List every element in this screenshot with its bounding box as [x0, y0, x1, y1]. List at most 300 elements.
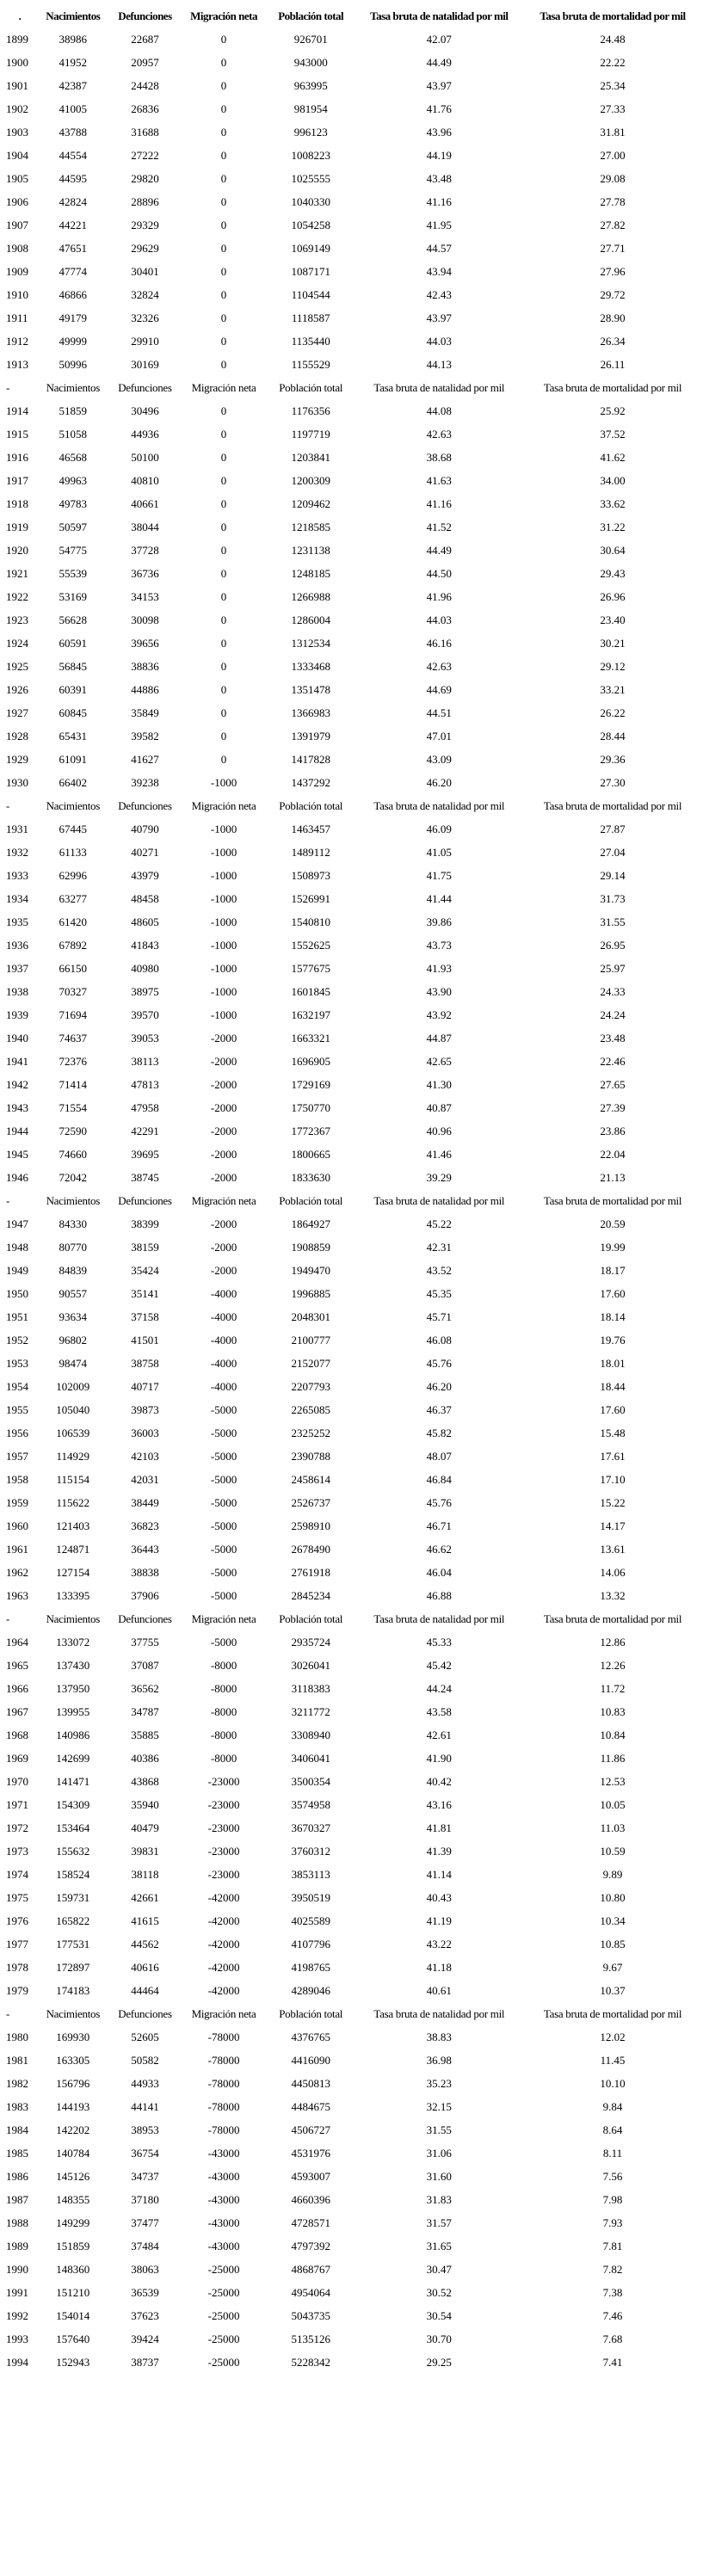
cell-net-migration: 0	[220, 450, 227, 464]
cell-net-migration: -8000	[210, 1751, 237, 1765]
cell-total-population: 3406041	[291, 1751, 330, 1765]
cell-deaths: 26836	[131, 102, 159, 115]
cell-birth-rate: 46.16	[426, 636, 452, 650]
cell-year: 1991	[6, 2285, 28, 2299]
cell-net-migration: -43000	[207, 2215, 240, 2229]
cell-total-population: 1540810	[291, 915, 330, 928]
cell-death-rate: 27.82	[600, 218, 626, 231]
header-cell-death-rate: Tasa bruta de mortalidad por mil	[543, 380, 682, 394]
table-row	[3, 1980, 701, 2001]
cell-total-population: 5228342	[291, 2355, 330, 2369]
cell-birth-rate: 30.54	[426, 2308, 452, 2322]
cell-total-population: 2458614	[291, 1472, 330, 1486]
table-row	[3, 2212, 701, 2234]
cell-births: 115154	[56, 1472, 90, 1486]
cell-births: 165822	[56, 1914, 90, 1927]
cell-year: 1979	[6, 1983, 28, 1997]
cell-year: 1920	[6, 543, 28, 557]
cell-year: 1925	[6, 659, 28, 673]
cell-birth-rate: 43.22	[426, 1937, 452, 1950]
cell-birth-rate: 47.01	[426, 729, 452, 743]
cell-births: 66402	[59, 775, 88, 789]
cell-birth-rate: 41.39	[426, 1844, 452, 1858]
cell-year: 1902	[6, 102, 28, 115]
cell-births: 154309	[56, 1797, 90, 1811]
cell-total-population: 1996885	[291, 1286, 330, 1300]
demographic-table	[2, 3, 703, 2375]
cell-deaths: 40616	[131, 1960, 159, 1974]
cell-year: 1937	[6, 961, 28, 975]
cell-net-migration: -42000	[207, 1983, 240, 1997]
cell-births: 90557	[59, 1286, 88, 1300]
cell-death-rate: 34.00	[600, 473, 626, 487]
header-cell-deaths: Defunciones	[118, 380, 172, 394]
cell-birth-rate: 31.65	[426, 2239, 452, 2252]
cell-deaths: 38838	[131, 1565, 159, 1579]
cell-year: 1928	[6, 729, 28, 743]
cell-death-rate: 33.21	[600, 682, 626, 696]
cell-net-migration: 0	[220, 520, 227, 533]
cell-net-migration: 0	[220, 589, 227, 603]
cell-year: 1945	[6, 1147, 28, 1161]
cell-net-migration: -4000	[210, 1310, 237, 1323]
cell-year: 1936	[6, 938, 28, 952]
cell-birth-rate: 45.71	[426, 1310, 452, 1323]
table-row	[3, 2282, 701, 2303]
cell-deaths: 52605	[131, 2030, 159, 2043]
cell-death-rate: 41.62	[600, 450, 626, 464]
cell-year: 1901	[6, 78, 28, 92]
cell-year: 1911	[6, 311, 28, 324]
cell-deaths: 41501	[131, 1333, 159, 1347]
cell-net-migration: 0	[220, 752, 227, 766]
cell-birth-rate: 41.14	[426, 1867, 452, 1881]
cell-total-population: 3308940	[291, 1728, 330, 1741]
cell-death-rate: 13.32	[600, 1588, 626, 1602]
cell-birth-rate: 44.03	[426, 613, 452, 626]
cell-deaths: 29820	[131, 171, 159, 185]
cell-total-population: 996123	[293, 125, 328, 139]
cell-deaths: 20957	[131, 55, 159, 69]
cell-year: 1899	[6, 32, 28, 46]
table-row	[3, 1840, 701, 1862]
cell-birth-rate: 43.97	[426, 78, 452, 92]
cell-birth-rate: 40.42	[426, 1774, 452, 1788]
cell-total-population: 4289046	[291, 1983, 330, 1997]
cell-year: 1917	[6, 473, 28, 487]
cell-births: 61420	[59, 915, 88, 928]
cell-birth-rate: 29.25	[426, 2355, 452, 2369]
cell-deaths: 42031	[131, 1472, 159, 1486]
table-row	[3, 52, 701, 73]
table-row	[3, 1074, 701, 1095]
table-body	[3, 28, 701, 2373]
cell-births: 174183	[56, 1983, 90, 1997]
cell-net-migration: 0	[220, 171, 227, 185]
cell-birth-rate: 41.44	[426, 891, 452, 905]
cell-death-rate: 26.95	[600, 938, 626, 952]
cell-total-population: 1312534	[291, 636, 330, 650]
cell-net-migration: -5000	[210, 1588, 237, 1602]
cell-net-migration: -5000	[210, 1472, 237, 1486]
cell-death-rate: 30.64	[600, 543, 626, 557]
cell-death-rate: 28.90	[600, 311, 626, 324]
table-row	[3, 284, 701, 305]
cell-total-population: 4728571	[291, 2215, 330, 2229]
cell-birth-rate: 46.62	[426, 1542, 452, 1556]
cell-total-population: 1391979	[291, 729, 330, 743]
cell-births: 67892	[59, 938, 88, 952]
cell-total-population: 1135440	[291, 334, 330, 348]
cell-death-rate: 10.85	[600, 1937, 626, 1950]
cell-net-migration: 0	[220, 125, 227, 139]
cell-net-migration: -2000	[210, 1124, 237, 1137]
cell-deaths: 27222	[131, 148, 159, 162]
cell-birth-rate: 41.90	[426, 1751, 452, 1765]
cell-births: 144193	[56, 2099, 90, 2113]
cell-total-population: 1729169	[291, 1077, 330, 1091]
cell-death-rate: 7.82	[602, 2262, 623, 2276]
cell-total-population: 3500354	[291, 1774, 330, 1788]
cell-death-rate: 29.43	[600, 566, 626, 580]
table-row	[3, 1631, 701, 1653]
cell-deaths: 37484	[131, 2239, 159, 2252]
cell-birth-rate: 41.76	[426, 102, 452, 115]
cell-death-rate: 17.61	[600, 1449, 626, 1463]
cell-births: 98474	[59, 1356, 88, 1370]
cell-birth-rate: 44.24	[426, 1681, 452, 1695]
cell-death-rate: 26.22	[600, 706, 626, 719]
cell-total-population: 2048301	[291, 1310, 330, 1323]
table-row	[3, 1236, 701, 1258]
cell-year: 1962	[6, 1565, 28, 1579]
cell-net-migration: -23000	[207, 1867, 240, 1881]
cell-total-population: 4797392	[291, 2239, 330, 2252]
cell-death-rate: 22.22	[600, 55, 626, 69]
cell-deaths: 36003	[131, 1426, 159, 1439]
cell-year: 1932	[6, 845, 28, 859]
table-row	[3, 1910, 701, 1932]
cell-death-rate: 12.26	[600, 1658, 626, 1672]
cell-total-population: 3950519	[291, 1890, 330, 1904]
cell-year: 1964	[6, 1635, 28, 1649]
cell-year: 1957	[6, 1449, 28, 1463]
cell-year: 1916	[6, 450, 28, 464]
cell-deaths: 38063	[131, 2262, 159, 2276]
cell-total-population: 1489112	[291, 845, 330, 859]
table-row	[3, 1353, 701, 1374]
cell-births: 142699	[56, 1751, 90, 1765]
cell-birth-rate: 41.96	[426, 589, 452, 603]
cell-year: 1986	[6, 2169, 28, 2183]
cell-birth-rate: 41.46	[426, 1147, 452, 1161]
cell-death-rate: 9.67	[602, 1960, 623, 1974]
cell-net-migration: -2000	[210, 1170, 237, 1184]
cell-year: 1961	[6, 1542, 28, 1556]
cell-total-population: 4660396	[291, 2192, 330, 2206]
cell-births: 55539	[59, 566, 88, 580]
table-row	[3, 2119, 701, 2141]
cell-deaths: 38975	[131, 984, 159, 998]
table-row	[3, 1655, 701, 1676]
cell-birth-rate: 42.63	[426, 427, 452, 441]
cell-net-migration: -42000	[207, 1914, 240, 1927]
cell-net-migration: -42000	[207, 1960, 240, 1974]
cell-year: 1907	[6, 218, 28, 231]
cell-death-rate: 11.72	[600, 1681, 626, 1695]
cell-year: 1969	[6, 1751, 28, 1765]
cell-year: 1984	[6, 2123, 28, 2136]
cell-death-rate: 18.14	[600, 1310, 626, 1323]
table-row	[3, 121, 701, 143]
header-cell-births: Nacimientos	[46, 798, 100, 812]
cell-births: 96802	[59, 1333, 88, 1347]
cell-deaths: 38118	[131, 1867, 159, 1881]
cell-death-rate: 27.78	[600, 194, 626, 208]
cell-year: 1944	[6, 1124, 28, 1137]
table-row	[3, 2049, 701, 2071]
cell-death-rate: 29.12	[600, 659, 626, 673]
cell-total-population: 1437292	[291, 775, 330, 789]
header-cell-death-rate: Tasa bruta de mortalidad por mil	[540, 9, 686, 22]
cell-births: 102009	[56, 1379, 90, 1393]
cell-deaths: 24428	[131, 78, 159, 92]
cell-deaths: 41615	[131, 1914, 159, 1927]
cell-births: 163305	[56, 2053, 90, 2067]
cell-total-population: 1833630	[291, 1170, 330, 1184]
cell-year: 1904	[6, 148, 28, 162]
table-row	[3, 1469, 701, 1490]
cell-net-migration: 0	[220, 241, 227, 255]
cell-births: 44554	[59, 148, 88, 162]
cell-year: 1967	[6, 1704, 28, 1718]
cell-year: 1950	[6, 1286, 28, 1300]
cell-total-population: 2761918	[291, 1565, 330, 1579]
cell-birth-rate: 41.81	[426, 1821, 452, 1834]
cell-net-migration: -5000	[210, 1542, 237, 1556]
cell-year: 1988	[6, 2215, 28, 2229]
header-cell-net-migration: Migración neta	[191, 2006, 256, 2020]
cell-year: 1939	[6, 1008, 28, 1021]
cell-total-population: 1118587	[291, 311, 330, 324]
cell-year: 1954	[6, 1379, 28, 1393]
cell-death-rate: 19.99	[600, 1240, 626, 1254]
table-row	[3, 1538, 701, 1560]
table-row	[3, 1004, 701, 1026]
cell-total-population: 1008223	[291, 148, 330, 162]
cell-birth-rate: 41.18	[426, 1960, 452, 1974]
header-cell-births: Nacimientos	[46, 2006, 100, 2020]
table-row	[3, 2351, 701, 2373]
table-row	[3, 1817, 701, 1839]
cell-year: 1959	[6, 1495, 28, 1509]
table-row	[3, 330, 701, 352]
table-row	[3, 725, 701, 747]
cell-total-population: 1069149	[291, 241, 330, 255]
cell-death-rate: 7.93	[602, 2215, 623, 2229]
cell-total-population: 4450813	[291, 2076, 330, 2090]
cell-net-migration: -8000	[210, 1658, 237, 1672]
table-row	[3, 818, 701, 840]
cell-deaths: 38737	[131, 2355, 159, 2369]
table-row	[3, 2142, 701, 2164]
cell-net-migration: 0	[220, 148, 227, 162]
cell-births: 44595	[59, 171, 88, 185]
cell-deaths: 47958	[131, 1100, 159, 1114]
header-cell-year: .	[18, 9, 22, 22]
header-cell-deaths: Defunciones	[118, 2006, 172, 2020]
cell-net-migration: -2000	[210, 1263, 237, 1277]
cell-birth-rate: 32.15	[426, 2099, 452, 2113]
header-cell-total-population: Población total	[279, 1193, 343, 1207]
cell-net-migration: -25000	[207, 2262, 240, 2276]
cell-births: 60391	[59, 682, 88, 696]
cell-death-rate: 7.46	[602, 2308, 623, 2322]
cell-births: 142202	[56, 2123, 90, 2136]
table-row	[3, 28, 701, 50]
cell-death-rate: 27.39	[600, 1100, 626, 1114]
cell-death-rate: 19.76	[600, 1333, 626, 1347]
cell-deaths: 36562	[131, 1681, 159, 1695]
cell-deaths: 38113	[131, 1054, 159, 1068]
header-cell-births: Nacimientos	[46, 380, 100, 394]
cell-birth-rate: 44.08	[426, 404, 452, 417]
cell-total-population: 2598910	[291, 1519, 330, 1532]
header-cell-total-population: Población total	[278, 9, 344, 22]
cell-birth-rate: 31.83	[426, 2192, 452, 2206]
cell-births: 72590	[59, 1124, 88, 1137]
cell-total-population: 1949470	[291, 1263, 330, 1277]
cell-death-rate: 25.92	[600, 404, 626, 417]
cell-births: 44221	[59, 218, 88, 231]
cell-death-rate: 25.34	[600, 78, 626, 92]
cell-deaths: 44886	[131, 682, 159, 696]
cell-deaths: 39238	[131, 775, 159, 789]
cell-year: 1982	[6, 2076, 28, 2090]
cell-net-migration: 0	[220, 706, 227, 719]
table-header-repeat	[3, 1608, 701, 1630]
cell-death-rate: 27.65	[600, 1077, 626, 1091]
cell-death-rate: 7.81	[602, 2239, 623, 2252]
cell-birth-rate: 42.61	[426, 1728, 452, 1741]
cell-births: 41005	[59, 102, 88, 115]
cell-births: 137430	[56, 1658, 90, 1672]
cell-death-rate: 12.02	[600, 2030, 626, 2043]
cell-total-population: 2526737	[291, 1495, 330, 1509]
cell-births: 152943	[56, 2355, 90, 2369]
cell-death-rate: 29.36	[600, 752, 626, 766]
cell-total-population: 963995	[293, 78, 328, 92]
header-cell-birth-rate: Tasa bruta de natalidad por mil	[373, 1612, 505, 1625]
cell-death-rate: 15.48	[600, 1426, 626, 1439]
header-cell-year: -	[6, 1612, 10, 1625]
table-row	[3, 772, 701, 793]
cell-births: 133395	[56, 1588, 90, 1602]
cell-total-population: 1218585	[291, 520, 330, 533]
cell-births: 56845	[59, 659, 88, 673]
cell-year: 1927	[6, 706, 28, 719]
cell-year: 1913	[6, 357, 28, 371]
cell-deaths: 50100	[131, 450, 159, 464]
cell-year: 1949	[6, 1263, 28, 1277]
cell-net-migration: -2000	[210, 1100, 237, 1114]
table-row	[3, 1492, 701, 1513]
cell-year: 1903	[6, 125, 28, 139]
cell-birth-rate: 42.63	[426, 659, 452, 673]
cell-birth-rate: 43.97	[426, 311, 452, 324]
table-row	[3, 1422, 701, 1444]
cell-net-migration: 0	[220, 357, 227, 371]
cell-births: 80770	[59, 1240, 88, 1254]
cell-births: 61091	[59, 752, 88, 766]
cell-year: 1985	[6, 2146, 28, 2160]
cell-net-migration: 0	[220, 566, 227, 580]
cell-year: 1975	[6, 1890, 28, 1904]
cell-total-population: 3211772	[291, 1704, 330, 1718]
cell-net-migration: -25000	[207, 2332, 240, 2345]
cell-net-migration: -1000	[210, 984, 237, 998]
cell-births: 105040	[56, 1402, 90, 1416]
cell-death-rate: 10.37	[600, 1983, 626, 1997]
cell-net-migration: 0	[220, 287, 227, 301]
cell-death-rate: 33.62	[600, 496, 626, 510]
cell-total-population: 2325252	[291, 1426, 330, 1439]
table-row	[3, 493, 701, 515]
cell-deaths: 22687	[131, 32, 159, 46]
cell-deaths: 39831	[131, 1844, 159, 1858]
cell-births: 61133	[59, 845, 87, 859]
cell-deaths: 39656	[131, 636, 159, 650]
table-row	[3, 2259, 701, 2280]
cell-net-migration: 0	[220, 102, 227, 115]
cell-birth-rate: 41.63	[426, 473, 452, 487]
cell-births: 145126	[56, 2169, 90, 2183]
cell-year: 1970	[6, 1774, 28, 1788]
cell-total-population: 1333468	[291, 659, 330, 673]
cell-births: 155632	[56, 1844, 90, 1858]
cell-net-migration: -5000	[210, 1519, 237, 1532]
cell-birth-rate: 43.09	[426, 752, 452, 766]
header-cell-net-migration: Migración neta	[191, 380, 256, 394]
table-row	[3, 1167, 701, 1188]
table-header-repeat	[3, 795, 701, 817]
cell-births: 49999	[59, 334, 88, 348]
cell-death-rate: 7.68	[602, 2332, 623, 2345]
header-cell-year: -	[6, 2006, 10, 2020]
cell-births: 71414	[59, 1077, 88, 1091]
cell-death-rate: 29.72	[600, 287, 626, 301]
table-row	[3, 981, 701, 1002]
cell-year: 1930	[6, 775, 28, 789]
cell-year: 1973	[6, 1844, 28, 1858]
cell-total-population: 1526991	[291, 891, 330, 905]
cell-total-population: 1040330	[291, 194, 330, 208]
cell-death-rate: 17.10	[600, 1472, 626, 1486]
cell-year: 1993	[6, 2332, 28, 2345]
cell-net-migration: -5000	[210, 1449, 237, 1463]
header-cell-birth-rate: Tasa bruta de natalidad por mil	[373, 1193, 505, 1207]
cell-birth-rate: 48.07	[426, 1449, 452, 1463]
cell-total-population: 3760312	[291, 1844, 330, 1858]
cell-birth-rate: 44.69	[426, 682, 452, 696]
cell-birth-rate: 43.94	[426, 264, 452, 278]
cell-births: 133072	[56, 1635, 90, 1649]
cell-births: 151210	[56, 2285, 90, 2299]
cell-death-rate: 13.61	[600, 1542, 626, 1556]
cell-death-rate: 8.11	[602, 2146, 623, 2160]
cell-year: 1994	[6, 2355, 28, 2369]
cell-net-migration: -1000	[210, 845, 237, 859]
